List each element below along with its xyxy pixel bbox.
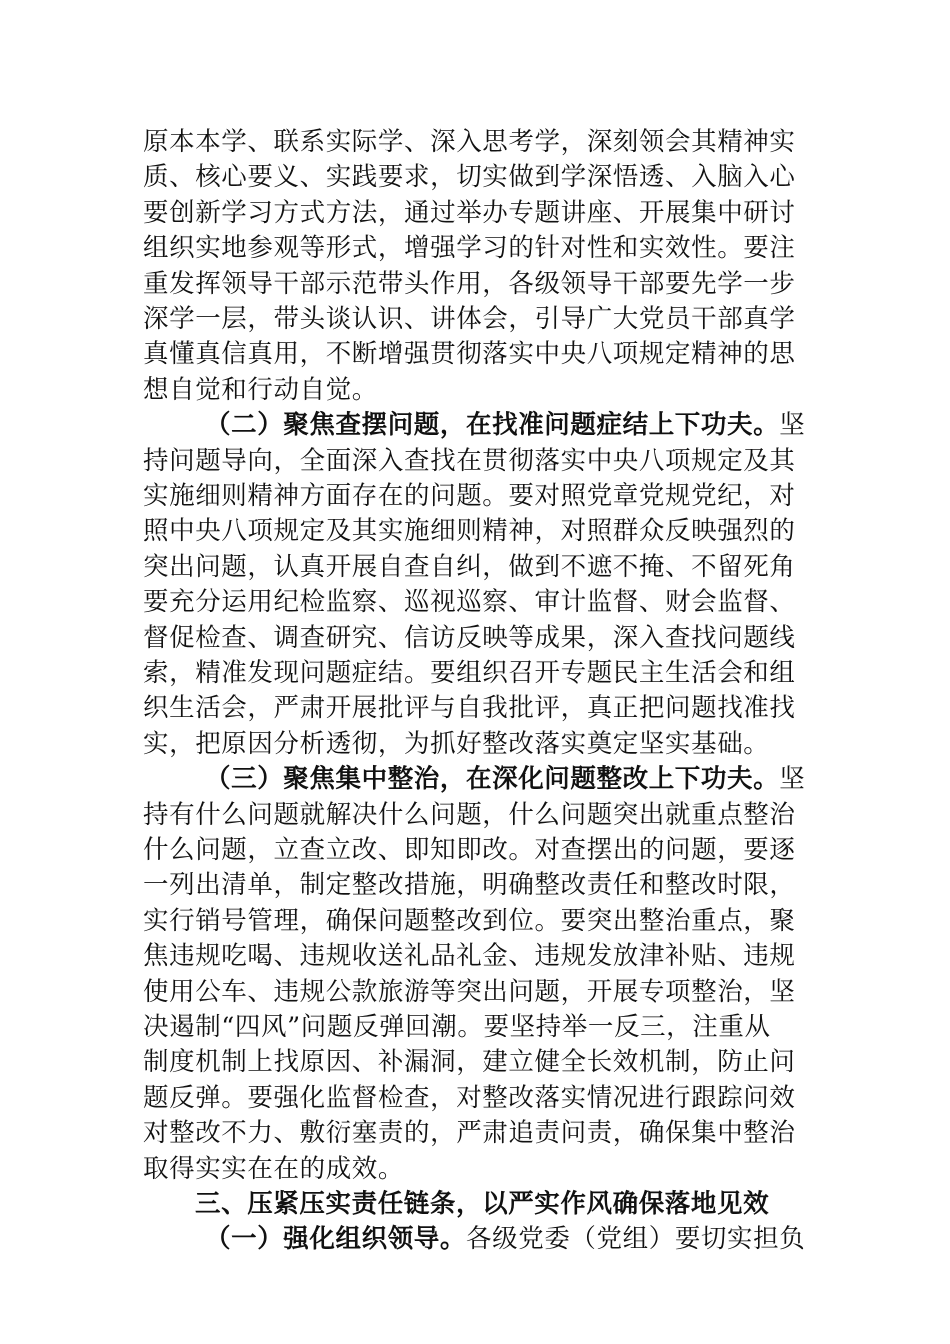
body-line (143, 122, 823, 162)
body-text: 照中央八项规定及其实施细则精神，对照群众反映强烈的 (143, 516, 796, 547)
subsection-heading: （一）强化组织领导。 (205, 1224, 467, 1255)
body-line (143, 795, 823, 835)
body-text: 要创新学习方式方法，通过举办专题讲座、开展集中研讨 (143, 197, 796, 228)
body-line (143, 1042, 823, 1082)
body-text: 决遏制“四风”问题反弹回潮。要坚持举一反三，注重从 (143, 1012, 771, 1042)
body-text: 实施细则精神方面存在的问题。要对照党章党规党纪，对 (143, 481, 796, 511)
section-heading-line (195, 1184, 875, 1224)
subsection-heading-line (205, 759, 885, 799)
body-text: 组织实地参观等形式，增强学习的针对性和实效性。要注 (143, 233, 796, 264)
body-text: 织生活会，严肃开展批评与自我批评，真正把问题找准找 (143, 693, 796, 724)
body-text: 重发挥领导干部示范带头作用，各级领导干部要先学一步 (143, 268, 796, 299)
body-text: 质、核心要义、实践要求，切实做到学深悟透、入脑入心 (143, 162, 796, 193)
body-text: 取得实实在在的成效。 (143, 1153, 405, 1184)
subsection-heading-line (205, 405, 885, 445)
body-line (143, 653, 823, 693)
body-text: 坚 (779, 410, 806, 441)
subsection-heading-line (205, 1219, 885, 1259)
body-text: 实，把原因分析透彻，为抓好整改落实奠定坚实基础。 (143, 728, 770, 759)
body-text: 索，精准发现问题症结。要组织召开专题民主生活会和组 (143, 658, 796, 688)
body-line (143, 441, 823, 481)
body-text: 一列出清单，制定整改措施，明确整改责任和整改时限， (143, 870, 796, 901)
body-line (143, 157, 823, 197)
body-line (143, 936, 823, 976)
body-text: 实行销号管理，确保问题整改到位。要突出整治重点，聚 (143, 905, 796, 936)
body-text: 持问题导向，全面深入查找在贯彻落实中央八项规定及其 (143, 445, 796, 476)
body-line (143, 688, 823, 728)
body-line (143, 1149, 823, 1189)
body-text: 使用公车、违规公款旅游等突出问题，开展专项整治，坚 (143, 976, 796, 1007)
body-text: 持有什么问题就解决什么问题，什么问题突出就重点整治 (143, 799, 796, 830)
section-heading: 三、压紧压实责任链条，以严实作风确保落地见效 (195, 1189, 770, 1219)
body-text: 各级党委（党组）要切实担负 (466, 1224, 806, 1255)
body-line (143, 901, 823, 941)
body-line (143, 724, 823, 764)
subsection-heading: （二）聚焦查摆问题，在找准问题症结上下功夫。 (205, 410, 780, 441)
body-text: 对整改不力、敷衍塞责的，严肃追责问责，确保集中整治 (143, 1118, 796, 1149)
body-line (143, 511, 823, 551)
body-text: 题反弹。要强化监督检查，对整改落实情况进行跟踪问效 (143, 1082, 796, 1113)
body-line (143, 865, 823, 905)
body-line (143, 830, 823, 870)
body-line (143, 370, 823, 410)
body-line (143, 334, 823, 374)
body-line (143, 1078, 823, 1118)
body-text: 真懂真信真用，不断增强贯彻落实中央八项规定精神的思 (143, 339, 796, 370)
body-text: 焦违规吃喝、违规收送礼品礼金、违规发放津补贴、违规 (143, 941, 796, 972)
body-line (143, 972, 823, 1012)
body-line (143, 264, 823, 304)
body-line (143, 228, 823, 268)
body-text: 坚 (779, 764, 806, 795)
body-line (143, 618, 823, 658)
body-text: 制度机制上找原因、补漏洞，建立健全长效机制，防止问 (143, 1047, 796, 1078)
body-text: 原本本学、联系实际学、深入思考学，深刻领会其精神实 (143, 127, 796, 157)
body-line (143, 547, 823, 587)
body-text: 想自觉和行动自觉。 (143, 374, 378, 405)
body-line (143, 193, 823, 233)
body-text: 深学一层，带头谈认识、讲体会，引导广大党员干部真学 (143, 304, 796, 334)
body-text: 要充分运用纪检监察、巡视巡察、审计监督、财会监督、 (143, 587, 796, 618)
subsection-heading: （三）聚焦集中整治，在深化问题整改上下功夫。 (205, 764, 780, 795)
body-text: 什么问题，立查立改、即知即改。对查摆出的问题，要逐 (143, 835, 796, 865)
body-line (143, 1007, 823, 1047)
body-text: 突出问题，认真开展自查自纠，做到不遮不掩、不留死角 (143, 551, 796, 582)
body-text: 督促检查、调查研究、信访反映等成果，深入查找问题线 (143, 622, 796, 653)
body-line (143, 1113, 823, 1153)
body-line (143, 299, 823, 339)
body-line (143, 582, 823, 622)
body-line (143, 476, 823, 516)
